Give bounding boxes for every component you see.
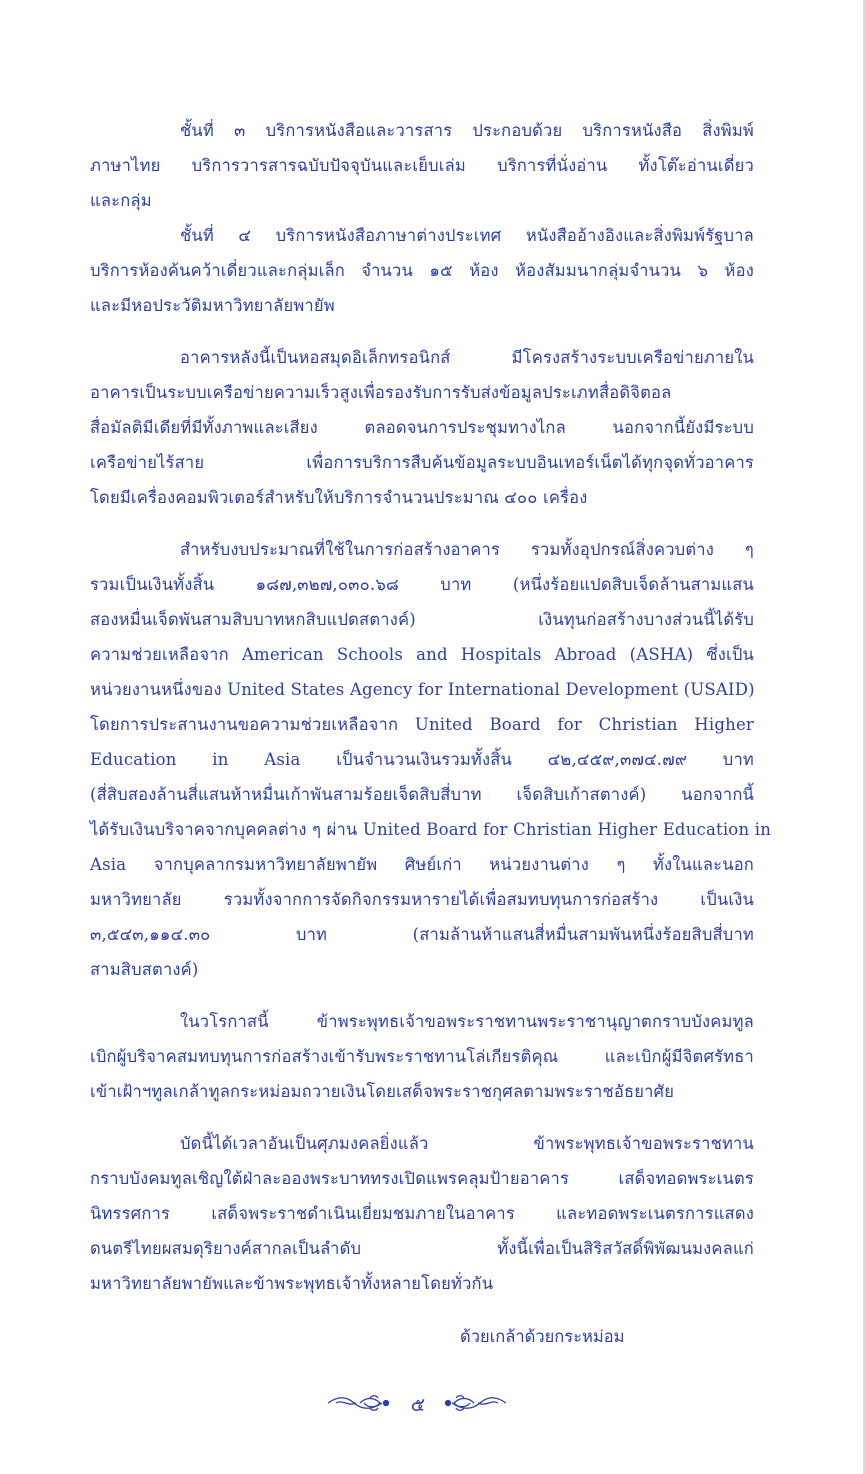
text-line: อาคารหลังนี้เป็นหอสมุดอิเล็กทรอนิกส์ มีโครงสร้างระบบเครือข่ายภายใน (180, 348, 754, 367)
text-line: บัดนี้ได้เวลาอันเป็นศุภมงคลยิ่งแล้ว ข้าพระพุทธเจ้าขอพระราชทาน (180, 1134, 754, 1153)
text-line: (สี่สิบสองล้านสี่แสนห้าหมื่นเก้าพันสามร้อยเจ็ดสิบสี่บาท เจ็ดสิบเก้าสตางค์) นอกจากนี้ (90, 785, 754, 804)
text-line: รวมเป็นเงินทั้งสิ้น ๑๘๗,๓๒๗,๐๓๐.๖๘ บาท (หนึ่งร้อยแปดสิบเจ็ดล้านสามแสน (90, 575, 754, 594)
text-line: ชั้นที่ ๔ บริการหนังสือภาษาต่างประเทศ หนังสืออ้างอิงและสิ่งพิมพ์รัฐบาล (180, 226, 754, 245)
page-number: ๕ (410, 1394, 426, 1416)
text-line: มหาวิทยาลัยพายัพและข้าพระพุทธเจ้าทั้งหลายโดยทั่วกัน (90, 1274, 494, 1293)
text-line: Education in Asia เป็นจำนวนเงินรวมทั้งสิ้น ๔๒,๔๕๙,๓๗๔.๗๙ บาท (90, 750, 754, 769)
text-line: เครือข่ายไร้สาย เพื่อการบริการสืบค้นข้อมูลระบบอินเทอร์เน็ตได้ทุกจุดทั่วอาคาร (90, 453, 754, 472)
closing-salutation: ด้วยเกล้าด้วยกระหม่อม (460, 1327, 625, 1346)
text-line: ได้รับเงินบริจาคจากบุคคลต่าง ๆ ผ่าน United Board for Christian Higher Education in (90, 820, 772, 839)
text-line: ในวโรกาสนี้ ข้าพระพุทธเจ้าขอพระราชทานพระราชานุญาตกราบบังคมทูล (180, 1012, 754, 1031)
text-line: บริการห้องค้นคว้าเดี่ยวและกลุ่มเล็ก จำนวน ๑๕ ห้อง ห้องสัมมนากลุ่มจำนวน ๖ ห้อง (90, 261, 754, 280)
text-line: สำหรับงบประมาณที่ใช้ในการก่อสร้างอาคาร รวมทั้งอุปกรณ์สิ่งควบต่าง ๆ (180, 540, 754, 559)
text-line: มหาวิทยาลัย รวมทั้งจากการจัดกิจกรรมหารายได้เพื่อสมทบทุนการก่อสร้าง เป็นเงิน (90, 890, 754, 909)
text-line: Asia จากบุคลากรมหาวิทยาลัยพายัพ ศิษย์เก่า หน่วยงานต่าง ๆ ทั้งในและนอก (90, 855, 754, 874)
text-line: และกลุ่ม (90, 191, 152, 210)
text-line: ดนตรีไทยผสมดุริยางค์สากลเป็นลำดับ ทั้งนี้เพื่อเป็นสิริสวัสดิ์พิพัฒนมงคลแก่ (90, 1239, 754, 1258)
text-line: โดยมีเครื่องคอมพิวเตอร์สำหรับให้บริการจำนวนประมาณ ๔๐๐ เครื่อง (90, 488, 588, 507)
text-line: สามสิบสตางค์) (90, 960, 199, 979)
text-line: หน่วยงานหนึ่งของ United States Agency for International Development (USAID) (90, 680, 755, 699)
page-footer (0, 1388, 866, 1418)
text-line: สื่อมัลติมีเดียที่มีทั้งภาพและเสียง ตลอดจนการประชุมทางไกล นอกจากนี้ยังมีระบบ (90, 418, 754, 437)
text-line: นิทรรศการ เสด็จพระราชดำเนินเยี่ยมชมภายในอาคาร และทอดพระเนตรการแสดง (90, 1204, 754, 1223)
text-line: ชั้นที่ ๓ บริการหนังสือและวารสาร ประกอบด้วย บริการหนังสือ สิ่งพิมพ์ (180, 121, 754, 140)
text-line: ภาษาไทย บริการวารสารฉบับปัจจุบันและเย็บเล่ม บริการที่นั่งอ่าน ทั้งโต๊ะอ่านเดี่ยว (90, 156, 754, 175)
text-line: ความช่วยเหลือจาก American Schools and Hospitals Abroad (ASHA) ซึ่งเป็น (90, 645, 754, 664)
text-line: อาคารเป็นระบบเครือข่ายความเร็วสูงเพื่อรองรับการรับส่งข้อมูลประเภทสื่อดิจิตอล (90, 383, 672, 402)
text-line: เบิกผู้บริจาคสมทบทุนการก่อสร้างเข้ารับพระราชทานโล่เกียรติคุณ และเบิกผู้มีจิตศรัทธา (90, 1047, 754, 1066)
text-line: กราบบังคมทูลเชิญใต้ฝ่าละอองพระบาททรงเปิดแพรคลุมป้ายอาคาร เสด็จทอดพระเนตร (90, 1169, 754, 1188)
text-line: และมีหอประวัติมหาวิทยาลัยพายัพ (90, 296, 335, 315)
text-line: ๓,๕๔๓,๑๑๔.๓๐ บาท (สามล้านห้าแสนสี่หมื่นสามพันหนึ่งร้อยสิบสี่บาท (90, 925, 754, 944)
text-line: สองหมื่นเจ็ดพันสามสิบบาทหกสิบแปดสตางค์) เงินทุนก่อสร้างบางส่วนนี้ได้รับ (90, 610, 754, 629)
text-line: เข้าเฝ้าฯทูลเกล้าทูลกระหม่อมถวายเงินโดยเสด็จพระราชกุศลตามพระราชอัธยาศัย (90, 1082, 675, 1101)
text-line: โดยการประสานงานขอความช่วยเหลือจาก United Board for Christian Higher (90, 715, 754, 734)
floral-ornament-icon (442, 1394, 508, 1412)
floral-ornament-icon (326, 1394, 392, 1412)
